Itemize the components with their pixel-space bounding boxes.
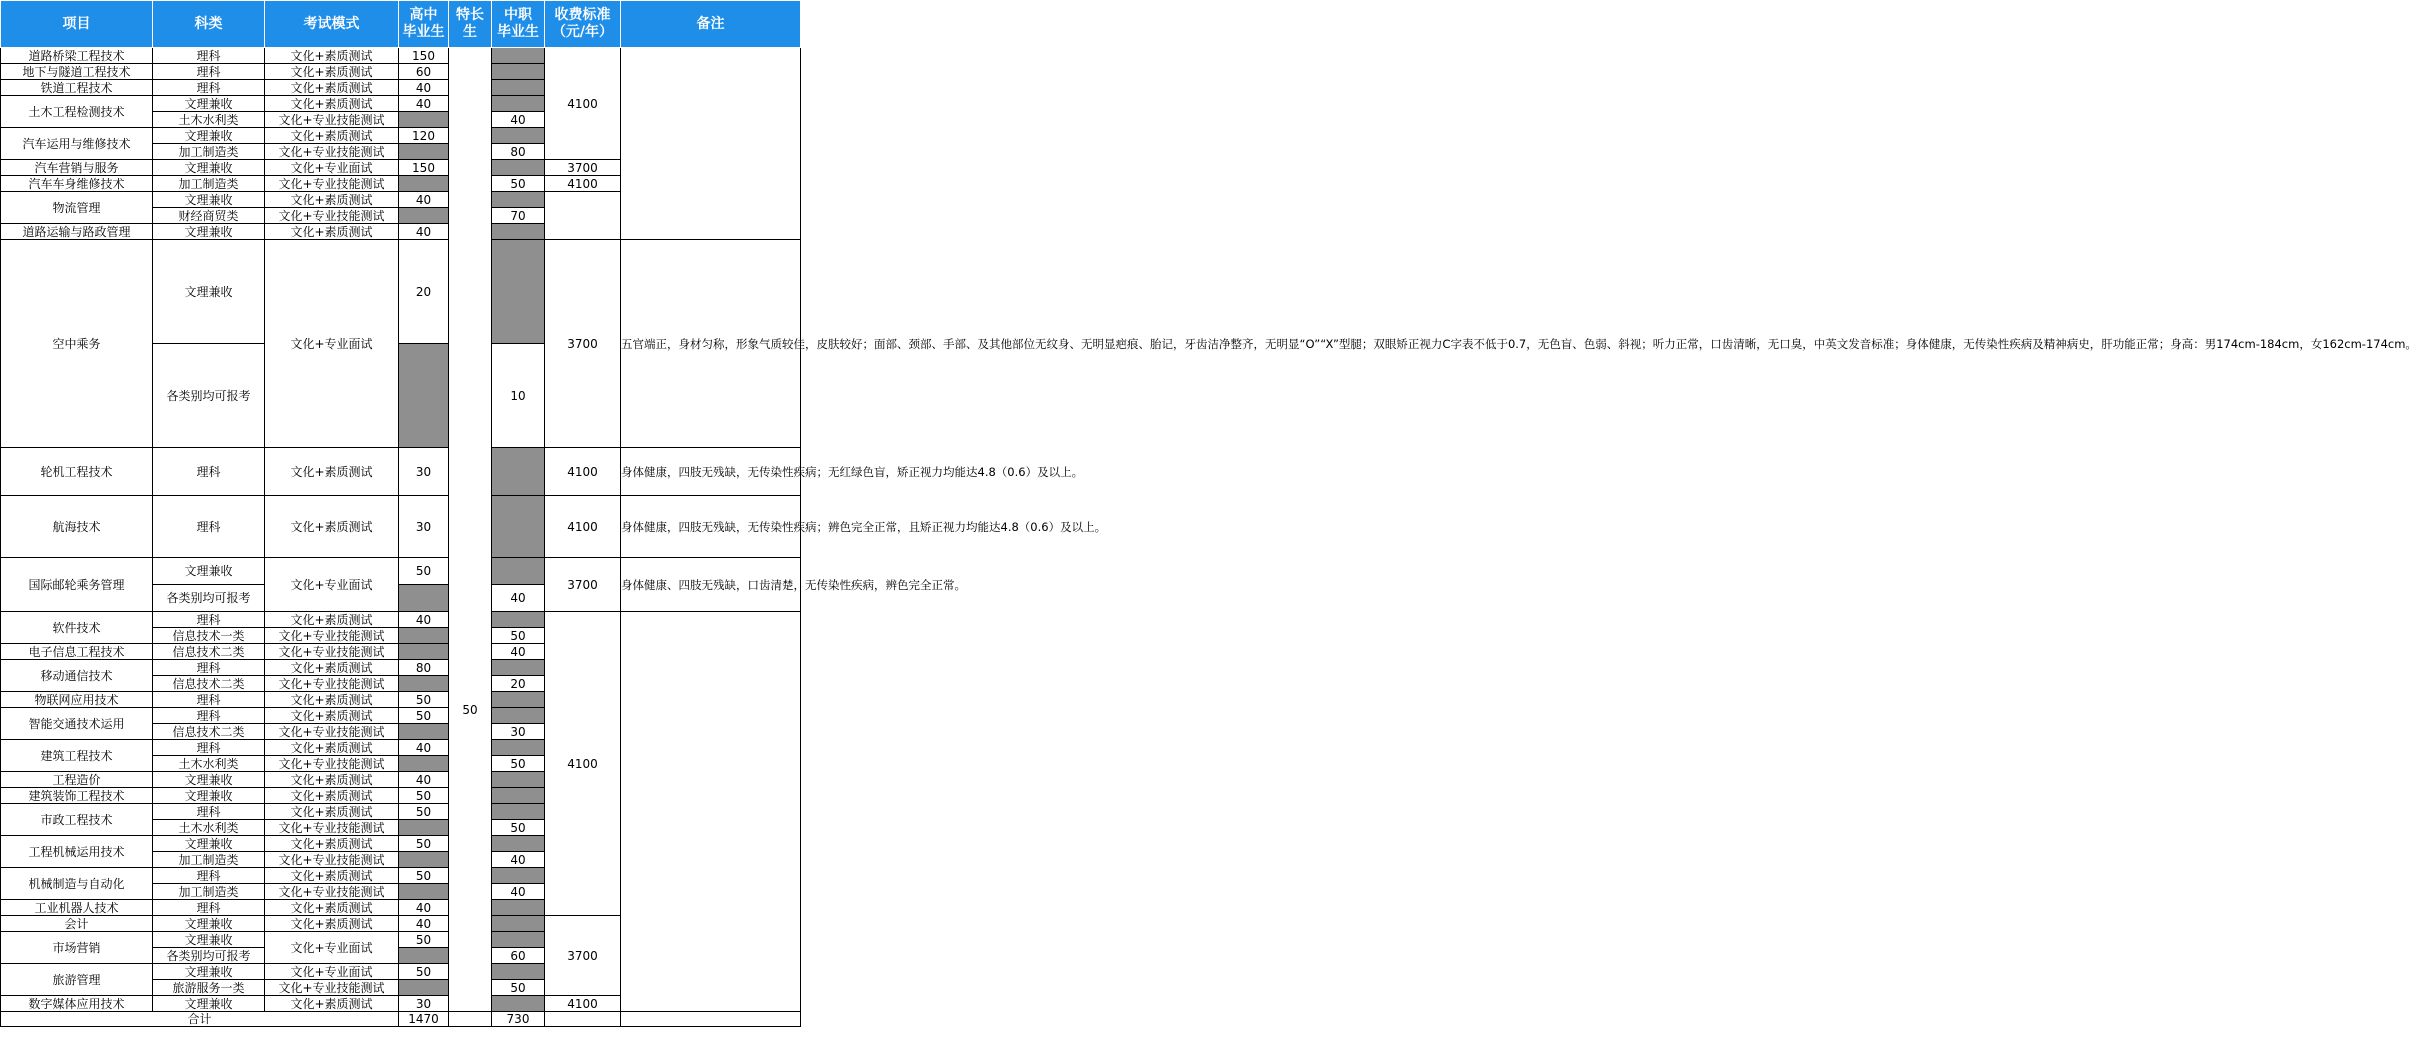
- table-row: [1, 612, 801, 628]
- hs-cell: 40: [399, 740, 449, 756]
- vs-cell: 40: [492, 585, 545, 612]
- vs-cell: 60: [492, 948, 545, 964]
- hs-cell: 50: [399, 964, 449, 980]
- note-cell: 身体健康、四肢无残缺，口齿清楚，无传染性疾病，辨色完全正常。: [621, 558, 801, 612]
- hs-cell-empty: [399, 144, 449, 160]
- vs-cell-empty: [492, 804, 545, 820]
- mode-cell: 文化+专业技能测试: [265, 676, 399, 692]
- project-cell: 道路桥梁工程技术: [1, 48, 153, 64]
- category-cell: 理科: [153, 900, 265, 916]
- total-fee-empty: [545, 1012, 621, 1027]
- project-cell: 国际邮轮乘务管理: [1, 558, 153, 612]
- hs-cell: 50: [399, 692, 449, 708]
- category-cell: 理科: [153, 692, 265, 708]
- project-cell: 物联网应用技术: [1, 692, 153, 708]
- fee-cell-empty: [545, 192, 621, 240]
- fee-cell: 4100: [545, 48, 621, 160]
- project-cell: 建筑工程技术: [1, 740, 153, 772]
- mode-cell: 文化+素质测试: [265, 996, 399, 1012]
- mode-cell: 文化+专业面试: [265, 240, 399, 448]
- category-cell: 理科: [153, 496, 265, 558]
- total-vocational: 730: [492, 1012, 545, 1027]
- header-exam-mode: 考试模式: [265, 1, 399, 48]
- project-cell: 轮机工程技术: [1, 448, 153, 496]
- mode-cell: 文化+专业技能测试: [265, 852, 399, 868]
- note-cell: 身体健康，四肢无残缺，无传染性疾病；无红绿色盲，矫正视力均能达4.8（0.6）及以上。: [621, 448, 801, 496]
- category-cell: 土木水利类: [153, 112, 265, 128]
- category-cell: 理科: [153, 708, 265, 724]
- total-row: [1, 1012, 801, 1027]
- vs-cell-empty: [492, 448, 545, 496]
- hs-cell-empty: [399, 344, 449, 448]
- category-cell: 文理兼收: [153, 160, 265, 176]
- fee-cell: 4100: [545, 448, 621, 496]
- fee-cell: 4100: [545, 496, 621, 558]
- category-cell: 加工制造类: [153, 144, 265, 160]
- category-cell: 文理兼收: [153, 128, 265, 144]
- hs-cell: 40: [399, 80, 449, 96]
- category-cell: 文理兼收: [153, 96, 265, 112]
- category-cell: 各类别均可报考: [153, 585, 265, 612]
- vs-cell-empty: [492, 558, 545, 585]
- hs-cell-empty: [399, 980, 449, 996]
- mode-cell: 文化+专业技能测试: [265, 980, 399, 996]
- hs-cell: 30: [399, 496, 449, 558]
- vs-cell-empty: [492, 80, 545, 96]
- vs-cell-empty: [492, 660, 545, 676]
- header-note: 备注: [621, 1, 801, 48]
- hs-cell-empty: [399, 724, 449, 740]
- hs-cell: 50: [399, 558, 449, 585]
- category-cell: 各类别均可报考: [153, 344, 265, 448]
- mode-cell: 文化+专业技能测试: [265, 144, 399, 160]
- fee-cell: 4100: [545, 176, 621, 192]
- vs-cell-empty: [492, 612, 545, 628]
- mode-cell: 文化+专业面试: [265, 558, 399, 612]
- project-cell: 土木工程检测技术: [1, 96, 153, 128]
- project-cell: 建筑装饰工程技术: [1, 788, 153, 804]
- hs-cell: 50: [399, 836, 449, 852]
- mode-cell: 文化+素质测试: [265, 868, 399, 884]
- project-cell: 工程造价: [1, 772, 153, 788]
- category-cell: 信息技术二类: [153, 724, 265, 740]
- category-cell: 文理兼收: [153, 772, 265, 788]
- hs-cell-empty: [399, 176, 449, 192]
- category-cell: 加工制造类: [153, 176, 265, 192]
- mode-cell: 文化+素质测试: [265, 804, 399, 820]
- mode-cell: 文化+素质测试: [265, 836, 399, 852]
- project-cell: 市政工程技术: [1, 804, 153, 836]
- project-cell: 空中乘务: [1, 240, 153, 448]
- fee-cell: 3700: [545, 916, 621, 996]
- project-cell: 汽车车身维修技术: [1, 176, 153, 192]
- category-cell: 理科: [153, 64, 265, 80]
- category-cell: 理科: [153, 80, 265, 96]
- vs-cell: 40: [492, 884, 545, 900]
- vs-cell: 80: [492, 144, 545, 160]
- project-cell: 铁道工程技术: [1, 80, 153, 96]
- category-cell: 理科: [153, 612, 265, 628]
- category-cell: 文理兼收: [153, 192, 265, 208]
- vs-cell-empty: [492, 692, 545, 708]
- header-category: 科类: [153, 1, 265, 48]
- category-cell: 土木水利类: [153, 820, 265, 836]
- total-special-empty: [449, 1012, 492, 1027]
- hs-cell: 150: [399, 48, 449, 64]
- fee-cell: 3700: [545, 240, 621, 448]
- table-row: [1, 496, 801, 558]
- mode-cell: 文化+专业技能测试: [265, 820, 399, 836]
- hs-cell-empty: [399, 884, 449, 900]
- vs-cell-empty: [492, 48, 545, 64]
- hs-cell: 40: [399, 612, 449, 628]
- category-cell: 文理兼收: [153, 932, 265, 948]
- category-cell: 信息技术二类: [153, 676, 265, 692]
- category-cell: 文理兼收: [153, 964, 265, 980]
- vs-cell: 30: [492, 724, 545, 740]
- hs-cell: 40: [399, 96, 449, 112]
- project-cell: 软件技术: [1, 612, 153, 644]
- vs-cell: 40: [492, 852, 545, 868]
- fee-cell: 4100: [545, 996, 621, 1012]
- vs-cell-empty: [492, 868, 545, 884]
- project-cell: 数字媒体应用技术: [1, 996, 153, 1012]
- mode-cell: 文化+素质测试: [265, 612, 399, 628]
- hs-cell-empty: [399, 585, 449, 612]
- project-cell: 会计: [1, 916, 153, 932]
- vs-cell: 50: [492, 820, 545, 836]
- vs-cell-empty: [492, 192, 545, 208]
- hs-cell: 30: [399, 448, 449, 496]
- category-cell: 文理兼收: [153, 788, 265, 804]
- hs-cell: 20: [399, 240, 449, 344]
- hs-cell: 80: [399, 660, 449, 676]
- mode-cell: 文化+素质测试: [265, 128, 399, 144]
- header-vocational: 中职 毕业生: [492, 1, 545, 48]
- mode-cell: 文化+素质测试: [265, 448, 399, 496]
- mode-cell: 文化+专业面试: [265, 932, 399, 964]
- category-cell: 理科: [153, 868, 265, 884]
- hs-cell: 40: [399, 224, 449, 240]
- vs-cell: 50: [492, 980, 545, 996]
- project-cell: 汽车营销与服务: [1, 160, 153, 176]
- header-special: 特长 生: [449, 1, 492, 48]
- table-row: [1, 48, 801, 64]
- project-cell: 工业机器人技术: [1, 900, 153, 916]
- header-fee: 收费标准 （元/年）: [545, 1, 621, 48]
- total-label: 合计: [1, 1012, 399, 1027]
- vs-cell-empty: [492, 240, 545, 344]
- header-project: 项目: [1, 1, 153, 48]
- hs-cell-empty: [399, 112, 449, 128]
- project-cell: 工程机械运用技术: [1, 836, 153, 868]
- total-high-school: 1470: [399, 1012, 449, 1027]
- vs-cell: 50: [492, 176, 545, 192]
- hs-cell: 30: [399, 996, 449, 1012]
- hs-cell: 150: [399, 160, 449, 176]
- mode-cell: 文化+专业面试: [265, 160, 399, 176]
- mode-cell: 文化+素质测试: [265, 900, 399, 916]
- vs-cell-empty: [492, 128, 545, 144]
- table-row: [1, 240, 801, 344]
- mode-cell: 文化+专业技能测试: [265, 644, 399, 660]
- vs-cell: 10: [492, 344, 545, 448]
- vs-cell-empty: [492, 64, 545, 80]
- special-cell: 50: [449, 48, 492, 1012]
- category-cell: 理科: [153, 48, 265, 64]
- project-cell: 市场营销: [1, 932, 153, 964]
- mode-cell: 文化+专业技能测试: [265, 208, 399, 224]
- note-cell: 五官端正，身材匀称，形象气质较佳，皮肤较好；面部、颈部、手部、及其他部位无纹身、无明显疤痕、胎记，牙齿洁净整齐，无明显“O”“X”型腿；双眼矫正视力C字表不低于0.7，无色盲、色弱、斜视；听力正常，口齿清晰，无口臭，中英文发音标准；身体健康，无传染性疾病及精神病史，肝功能正常；身高：男174cm-184cm，女162cm-174cm。: [621, 240, 801, 448]
- mode-cell: 文化+素质测试: [265, 80, 399, 96]
- vs-cell-empty: [492, 708, 545, 724]
- category-cell: 加工制造类: [153, 852, 265, 868]
- hs-cell: 50: [399, 868, 449, 884]
- mode-cell: 文化+素质测试: [265, 224, 399, 240]
- table-row: [1, 558, 801, 585]
- hs-cell-empty: [399, 676, 449, 692]
- fee-cell: 3700: [545, 160, 621, 176]
- project-cell: 地下与隧道工程技术: [1, 64, 153, 80]
- hs-cell: 40: [399, 772, 449, 788]
- hs-cell-empty: [399, 644, 449, 660]
- vs-cell-empty: [492, 916, 545, 932]
- hs-cell: 40: [399, 900, 449, 916]
- note-cell: 身体健康，四肢无残缺，无传染性疾病；辨色完全正常，且矫正视力均能达4.8（0.6）及以上。: [621, 496, 801, 558]
- mode-cell: 文化+专业技能测试: [265, 176, 399, 192]
- mode-cell: 文化+素质测试: [265, 916, 399, 932]
- vs-cell: 20: [492, 676, 545, 692]
- mode-cell: 文化+专业技能测试: [265, 724, 399, 740]
- hs-cell: 120: [399, 128, 449, 144]
- hs-cell-empty: [399, 820, 449, 836]
- hs-cell-empty: [399, 756, 449, 772]
- mode-cell: 文化+素质测试: [265, 660, 399, 676]
- category-cell: 理科: [153, 448, 265, 496]
- project-cell: 旅游管理: [1, 964, 153, 996]
- vs-cell: 40: [492, 644, 545, 660]
- category-cell: 加工制造类: [153, 884, 265, 900]
- project-cell: 物流管理: [1, 192, 153, 224]
- hs-cell-empty: [399, 628, 449, 644]
- category-cell: 理科: [153, 740, 265, 756]
- project-cell: 航海技术: [1, 496, 153, 558]
- hs-cell: 40: [399, 916, 449, 932]
- vs-cell: 40: [492, 112, 545, 128]
- vs-cell-empty: [492, 900, 545, 916]
- mode-cell: 文化+素质测试: [265, 772, 399, 788]
- table-row: [1, 448, 801, 496]
- hs-cell-empty: [399, 208, 449, 224]
- mode-cell: 文化+素质测试: [265, 496, 399, 558]
- mode-cell: 文化+素质测试: [265, 740, 399, 756]
- header-row: [1, 1, 801, 48]
- category-cell: 信息技术一类: [153, 628, 265, 644]
- mode-cell: 文化+专业技能测试: [265, 884, 399, 900]
- project-cell: 电子信息工程技术: [1, 644, 153, 660]
- mode-cell: 文化+素质测试: [265, 96, 399, 112]
- vs-cell: 50: [492, 756, 545, 772]
- vs-cell-empty: [492, 932, 545, 948]
- hs-cell-empty: [399, 852, 449, 868]
- category-cell: 信息技术二类: [153, 644, 265, 660]
- header-high-school: 高中 毕业生: [399, 1, 449, 48]
- vs-cell-empty: [492, 224, 545, 240]
- category-cell: 财经商贸类: [153, 208, 265, 224]
- total-note-empty: [621, 1012, 801, 1027]
- project-cell: 移动通信技术: [1, 660, 153, 692]
- vs-cell-empty: [492, 772, 545, 788]
- mode-cell: 文化+素质测试: [265, 192, 399, 208]
- hs-cell: 50: [399, 932, 449, 948]
- mode-cell: 文化+专业面试: [265, 964, 399, 980]
- mode-cell: 文化+专业技能测试: [265, 756, 399, 772]
- vs-cell-empty: [492, 996, 545, 1012]
- category-cell: 理科: [153, 660, 265, 676]
- category-cell: 文理兼收: [153, 836, 265, 852]
- category-cell: 土木水利类: [153, 756, 265, 772]
- vs-cell: 50: [492, 628, 545, 644]
- hs-cell: 50: [399, 708, 449, 724]
- category-cell: 文理兼收: [153, 916, 265, 932]
- hs-cell: 50: [399, 804, 449, 820]
- mode-cell: 文化+素质测试: [265, 788, 399, 804]
- hs-cell: 40: [399, 192, 449, 208]
- project-cell: 机械制造与自动化: [1, 868, 153, 900]
- vs-cell-empty: [492, 496, 545, 558]
- category-cell: 文理兼收: [153, 558, 265, 585]
- vs-cell: 70: [492, 208, 545, 224]
- fee-cell: 3700: [545, 558, 621, 612]
- category-cell: 文理兼收: [153, 224, 265, 240]
- project-cell: 汽车运用与维修技术: [1, 128, 153, 160]
- mode-cell: 文化+素质测试: [265, 692, 399, 708]
- mode-cell: 文化+素质测试: [265, 48, 399, 64]
- mode-cell: 文化+素质测试: [265, 64, 399, 80]
- hs-cell-empty: [399, 948, 449, 964]
- vs-cell-empty: [492, 836, 545, 852]
- vs-cell-empty: [492, 788, 545, 804]
- category-cell: 各类别均可报考: [153, 948, 265, 964]
- note-cell-empty: [621, 612, 801, 1012]
- mode-cell: 文化+专业技能测试: [265, 112, 399, 128]
- hs-cell: 50: [399, 788, 449, 804]
- category-cell: 理科: [153, 804, 265, 820]
- project-cell: 智能交通技术运用: [1, 708, 153, 740]
- mode-cell: 文化+专业技能测试: [265, 628, 399, 644]
- category-cell: 旅游服务一类: [153, 980, 265, 996]
- hs-cell: 60: [399, 64, 449, 80]
- category-cell: 文理兼收: [153, 240, 265, 344]
- vs-cell-empty: [492, 964, 545, 980]
- vs-cell-empty: [492, 740, 545, 756]
- note-cell-empty: [621, 48, 801, 240]
- vs-cell-empty: [492, 96, 545, 112]
- mode-cell: 文化+素质测试: [265, 708, 399, 724]
- fee-cell: 4100: [545, 612, 621, 916]
- project-cell: 道路运输与路政管理: [1, 224, 153, 240]
- category-cell: 文理兼收: [153, 996, 265, 1012]
- vs-cell-empty: [492, 160, 545, 176]
